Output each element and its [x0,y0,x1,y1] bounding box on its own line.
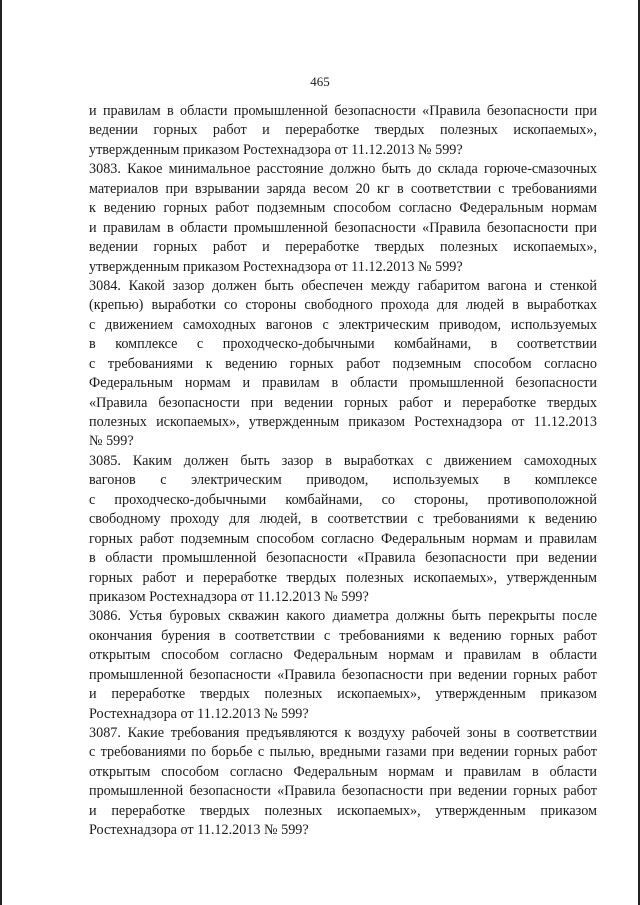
text-line: промышленной безопасности «Правила безопасности при ведении горных работ [89,783,597,800]
text-line: 3084. Какой зазор должен быть обеспечен между габаритом вагона и стенкой [89,277,597,294]
paragraph-continuation [89,102,597,160]
text-line: в комплексе с проходческо-добычными комбайнами, в соответствии [89,336,597,353]
text-line: вагонов с электрическим приводом, используемых в комплексе [89,472,597,489]
text-line: горных работ и переработке твердых полезных ископаемых», утвержденным [89,569,597,586]
question-3087 [89,724,597,841]
text-line: Ростехнадзора от 11.12.2013 № 599? [89,705,309,722]
text-line: с требованиями к ведению горных работ подземным способом согласно [89,355,597,372]
document-body [89,102,597,841]
text-line: 3085. Каким должен быть зазор в выработках с движением самоходных [89,452,597,469]
text-line: открытым способом согласно Федеральным нормам и правилам в области [89,763,597,780]
text-line: 3086. Устья буровых скважин какого диаметра должны быть перекрыты после [89,608,597,625]
text-line: ведении горных работ и переработке твердых полезных ископаемых», [89,122,597,139]
text-line: ведении горных работ и переработке твердых полезных ископаемых», [89,239,597,256]
text-line: утвержденным приказом Ростехнадзора от 11.12.2013 № 599? [89,258,463,275]
text-line: в области промышленной безопасности «Правила безопасности при ведении [89,550,597,567]
text-line: с требованиями по борьбе с пылью, вредными газами при ведении горных работ [89,744,597,761]
text-line: утвержденным приказом Ростехнадзора от 11.12.2013 № 599? [89,141,463,158]
page-number: 465 [310,74,330,89]
text-line: и правилам в области промышленной безопасности «Правила безопасности при [89,219,597,236]
scan-edge-left [0,0,2,905]
text-line: приказом Ростехнадзора от 11.12.2013 № 599? [89,588,369,605]
text-line: материалов при взрывании заряда весом 20 кг в соответствии с требованиями [89,180,597,197]
text-line: горных работ подземным способом согласно Федеральным нормам и правилам [89,530,597,547]
text-line: (крепью) выработки со стороны свободного прохода для людей в выработках [89,297,597,314]
text-line: 3083. Какое минимальное расстояние должно быть до склада горюче-смазочных [89,161,597,178]
text-line: с проходческо-добычными комбайнами, со стороны, противоположной [89,491,597,508]
question-3083 [89,160,597,277]
text-line: Ростехнадзора от 11.12.2013 № 599? [89,822,309,839]
text-line: 3087. Какие требования предъявляются к воздуху рабочей зоны в соответствии [89,725,597,741]
text-line: открытым способом согласно Федеральным нормам и правилам в области [89,647,597,664]
text-line: и переработке твердых полезных ископаемых», утвержденным приказом [89,802,597,819]
question-3085 [89,452,597,608]
text-line: и правилам в области промышленной безопасности «Правила безопасности при [89,103,597,119]
question-3086 [89,607,597,724]
text-line: № 599? [89,433,134,450]
text-line: окончания бурения в соответствии с требованиями к ведению горных работ [89,627,597,644]
text-line: «Правила безопасности при ведении горных работ и переработке твердых [89,394,597,411]
text-line: Федеральным нормам и правилам в области промышленной безопасности [89,375,597,392]
text-line: свободному проходу для людей, в соответствии с требованиями к ведению [89,511,597,528]
question-3084 [89,277,597,452]
text-line: с движением самоходных вагонов с электрическим приводом, используемых [89,316,597,333]
text-line: полезных ископаемых», утвержденным приказом Ростехнадзора от 11.12.2013 [89,414,597,430]
text-line: и переработке твердых полезных ископаемых», утвержденным приказом [89,686,597,703]
text-line: промышленной безопасности «Правила безопасности при ведении горных работ [89,666,597,683]
text-line: к ведению горных работ подземным способом согласно Федеральным нормам [89,200,597,217]
